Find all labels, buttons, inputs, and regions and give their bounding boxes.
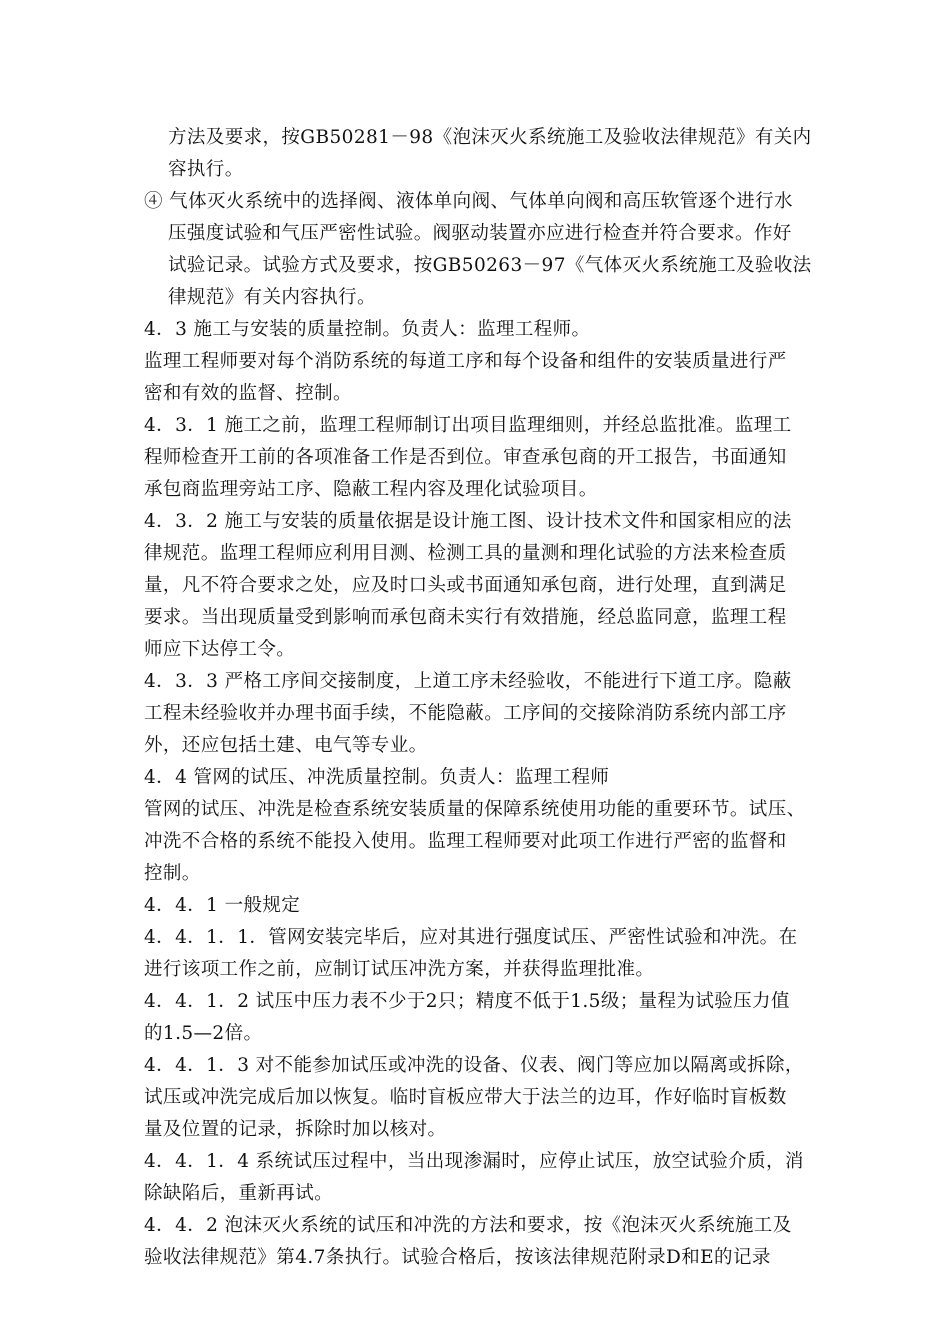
text-line: 压强度试验和气压严密性试验。阀驱动装置亦应进行检查并符合要求。作好 [168, 223, 792, 244]
text-line: 工程未经验收并办理书面手续，不能隐蔽。工序间的交接除消防系统内部工序 [144, 703, 787, 724]
text-line: 4．4．1．1．管网安装完毕后，应对其进行强度试压、严密性试验和冲洗。在 [144, 927, 798, 948]
section-heading: 4．3 施工与安装的质量控制。负责人：监理工程师。 [144, 319, 591, 340]
text-line: 程师检查开工前的各项准备工作是否到位。审查承包商的开工报告，书面通知 [144, 447, 787, 468]
section-heading: 4．4 管网的试压、冲洗质量控制。负责人：监理工程师 [144, 767, 610, 788]
text-line: 控制。 [144, 863, 201, 884]
text-line: 验收法律规范》第4.7条执行。试验合格后，按该法律规范附录D和E的记录 [144, 1247, 771, 1268]
text-line: 进行该项工作之前，应制订试压冲洗方案，并获得监理批准。 [144, 959, 655, 980]
text-line: 律规范。监理工程师应利用目测、检测工具的量测和理化试验的方法来检查质 [144, 543, 787, 564]
text-line: 监理工程师要对每个消防系统的每道工序和每个设备和组件的安装质量进行严 [144, 351, 787, 372]
text-line: 的1.5—2倍。 [144, 1023, 263, 1044]
text-line: 4．4．1．2 试压中压力表不少于2只；精度不低于1.5级；量程为试验压力值 [144, 991, 790, 1012]
text-line: 管网的试压、冲洗是检查系统安装质量的保障系统使用功能的重要环节。试压、 [144, 799, 806, 820]
text-line: ④ 气体灭火系统中的选择阀、液体单向阀、气体单向阀和高压软管逐个进行水 [144, 191, 793, 212]
text-line: 除缺陷后，重新再试。 [144, 1183, 334, 1204]
text-line: 承包商监理旁站工序、隐蔽工程内容及理化试验项目。 [144, 479, 598, 500]
text-line: 要求。当出现质量受到影响而承包商未实行有效措施，经总监同意，监理工程 [144, 607, 787, 628]
text-line: 4．3．3 严格工序间交接制度，上道工序未经验收，不能进行下道工序。隐蔽 [144, 671, 792, 692]
section-heading: 4．4．1 一般规定 [144, 895, 301, 916]
text-line: 密和有效的监督、控制。 [144, 383, 352, 404]
text-line: 4．4．1．3 对不能参加试压或冲洗的设备、仪表、阀门等应加以隔离或拆除， [144, 1055, 804, 1076]
text-line: 试验记录。试验方式及要求，按GB50263－97《气体灭火系统施工及验收法 [168, 255, 812, 276]
text-line: 试压或冲洗完成后加以恢复。临时盲板应带大于法兰的边耳，作好临时盲板数 [144, 1087, 787, 1108]
text-line: 外，还应包括土建、电气等专业。 [144, 735, 428, 756]
text-line: 律规范》有关内容执行。 [168, 287, 376, 308]
text-line: 量，凡不符合要求之处，应及时口头或书面通知承包商，进行处理，直到满足 [144, 575, 787, 596]
text-line: 师应下达停工令。 [144, 639, 296, 660]
text-line: 4．3．2 施工与安装的质量依据是设计施工图、设计技术文件和国家相应的法 [144, 511, 792, 532]
text-line: 方法及要求，按GB50281－98《泡沫灭火系统施工及验收法律规范》有关内 [168, 127, 812, 148]
text-line: 4．3．1 施工之前，监理工程师制订出项目监理细则，并经总监批准。监理工 [144, 415, 792, 436]
text-line: 4．4．1．4 系统试压过程中，当出现渗漏时，应停止试压，放空试验介质，消 [144, 1151, 804, 1172]
text-line: 容执行。 [168, 159, 244, 180]
text-line: 冲洗不合格的系统不能投入使用。监理工程师要对此项工作进行严密的监督和 [144, 831, 787, 852]
text-line: 4．4．2 泡沫灭火系统的试压和冲洗的方法和要求，按《泡沫灭火系统施工及 [144, 1215, 792, 1236]
text-line: 量及位置的记录，拆除时加以核对。 [144, 1119, 447, 1140]
